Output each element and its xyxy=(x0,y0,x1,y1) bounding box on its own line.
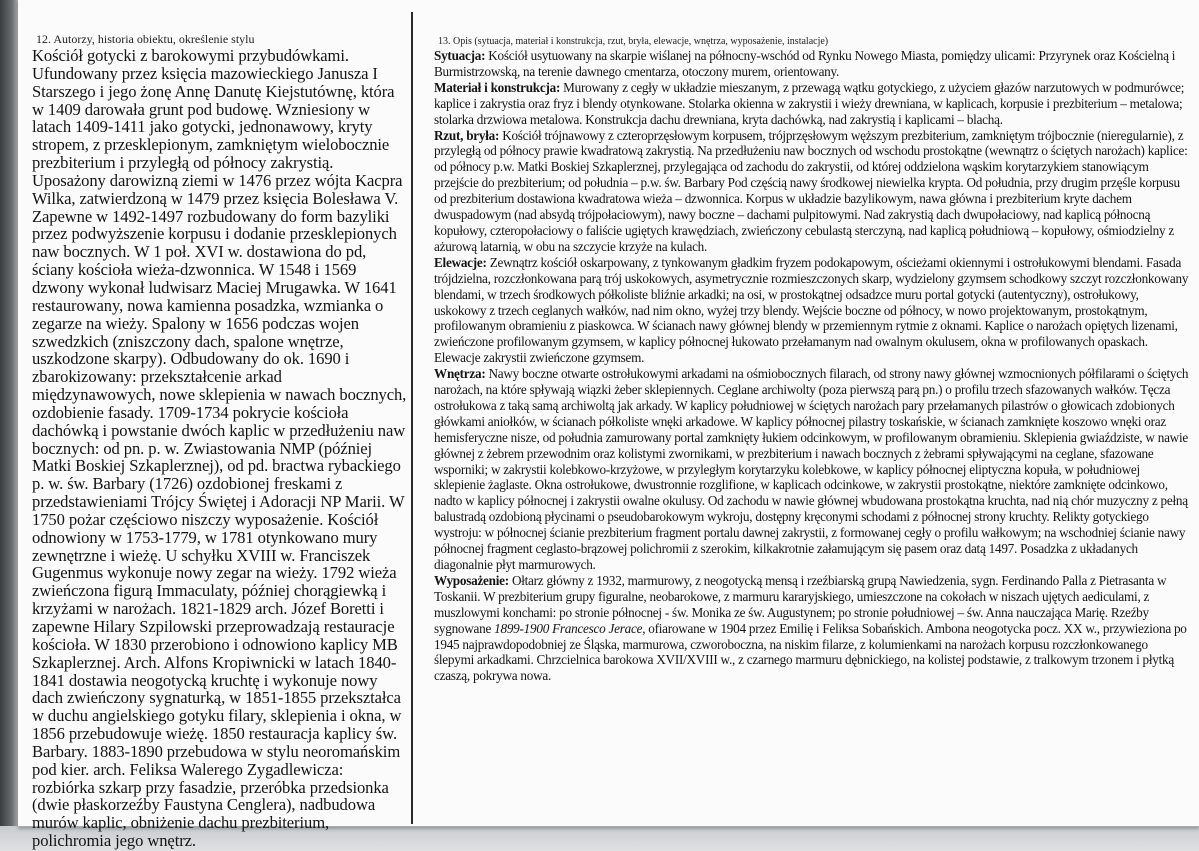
section-elevations xyxy=(434,255,1190,366)
section-material-construction xyxy=(434,80,1190,128)
signature-text: 1899-1900 Francesco Jerace xyxy=(494,620,643,636)
description-heading: 13. Opis (sytuacja, materiał i konstrukcja, rzut, bryła, elewacje, wnętrza, wyposażenie, instalacje) xyxy=(438,36,829,47)
section-interiors xyxy=(434,366,1190,573)
section-text: Murowany z cegły w układzie mieszanym, z przewagą wątku gotyckiego, z użyciem głazów narzutowych w podmurówce; kaplice i zakrystia oraz fryz i blendy otynkowane. Stolarka okienna w zakrystii i wieży drewniana, w kaplicach, korpusie i prezbiterium – metalowa; stolarka drzwiowa metalowa. Konstrukcja dachu drewniana, kryta dachówką, nad zakrystią i kaplicami – blachą. xyxy=(434,79,1185,127)
section-label: Rzut, bryła: xyxy=(434,127,500,143)
section-text: Kościół trójnawowy z czteroprzęsłowym korpusem, trójprzęsłowym węższym prezbiterium, zamkniętym trójbocznie (nieregularnie), z przyległą od północy prawie kwadratową zakrystią. Na przedłużeniu naw bocznych od wschodu prostokątne (wewnątrz o ściętych narożach) kaplice: od północy p.w. Matki Boskiej Szkaplerznej, przylegająca od zachodu do zakrystii, od której oddzielona wąskim korytarzykiem stanowiącym przejście do prezbiterium; od południa – p.w. św. Barbary Pod częścią nawy środkowej niewielka krypta. Od południa, przy drugim przęśle korpusu od prezbiterium dostawiona kwadratowa wieża – dzwonnica. Korpus w układzie bazylikowym, nawa główna i prezbiterium kryte dachem dwuspadowym (nad absydą trójpołaciowym), nawy boczne – dachami pulpitowymi. Nad zakrystią dach dwupołaciowy, nad kaplicą północną kopułowy, czteropołaciowy o faliście ugiętych krawędziach, zwieńczony cebulastą sterczyną, nad kaplicą południową – kopułowy, ośmiodzielny z ażurową latarnią, w obu na szczycie krzyże na kulach. xyxy=(434,127,1188,254)
section-label: Elewacje: xyxy=(434,254,487,270)
section-text: Zewnątrz kościół oskarpowany, z tynkowanym gładkim fryzem podokapowym, ościeżami okiennymi i ostrołukowymi blendami. Fasada trójdzielna, rozczłonkowana parą trój uskokowych, asymetrycznie rozmieszczonych skarp, wydzielony gzymsem schodkowy szczyt rozczłonkowany blendami, w trzech środkowych półkoliste bliźnie arkadki; na osi, w prostokątnej odsadzce muru portal gotycki (autentyczny), ostrołukowy, uskokowy z trzech ceglanych wałków, nad nim okno, wyżej trzy blendy. Wejście boczne od północy, w nowo projektowanym, prostokątnym, profilowanym obramieniu z piaskowca. W ścianach nawy głównej blendy w przemiennym rytmie z oknami. Kaplice o narożach opiętych lizenami, zwieńczone profilowanym gzymsem, w kaplicy północnej łukowato przełamanym nad owalnym okulusem, okna w profilowanych opaskach. Elewacje zakrystii zwieńczone gzymsem. xyxy=(434,254,1189,366)
section-text: Nawy boczne otwarte ostrołukowymi arkadami na ośmiobocznych filarach, od strony nawy głównej wzmocnionych półfilarami o ściętych narożach, na które spływają wiązki żeber sklepiennych. Ceglane archiwolty (poza pierwszą parą pn.) o profilu trzech sfazowanych wałków. Tęcza ostrołukowa z taką samą archiwoltą jak arkady. W kaplicy południowej w ściętych narożach pary przełamanych pilastrów o głowicach zdobionych główkami aniołków, w ścianach półkoliste wnęki arkadowe. W kaplicy północnej pilastry toskańskie, w ścianach zamknięte koszowo wnęki oraz hemisferyczne nisze, od południa zamurowany portal zamknięty łukiem odcinkowym, w profilowanym obramieniu. Sklepienia gwiaździste, w nawie głównej z żebrem przewodnim oraz kolistymi zwornikami, w prezbiterium i nawach bocznych z żebrami spływającymi na ceglane, sfazowane wsporniki; w zakrystii kolebkowo-krzyżowe, w przyległym korytarzyku kolebkowe, w kaplicy północnej eliptyczna kopuła, w południowej sklepienie żaglaste. Okna ostrołukowe, dwustronnie rozglifione, w kaplicach odcinkowe, w zakrystii prostokątne, niektóre zamknięte odcinkowo, nadto w kaplicy północnej i zakrystii owalne okulusy. Od zachodu w nawie głównej wbudowana prostokątna kruchta, nad nią chór muzyczny z pełną balustradą ozdobioną płycinami o pseudobarokowym wykroju, dostępny kręconymi schodami z północnej strony kruchty. Relikty gotyckiego wystroju: w północnej ścianie prezbiterium fragment portalu dawnej zakrystii, z formowanej cegły o profilu wałkowym; na wschodniej ścianie nawy północnej fragment ceglasto-brązowej polichromii z szerokim, kilkakrotnie załamującym się pasem oraz datą 1497. Posadzka z układanych diagonalnie płyt marmurowych. xyxy=(434,366,1189,572)
section-text: Kościół usytuowany na skarpie wiślanej na północny-wschód od Rynku Nowego Miasta, pomiędzy ulicami: Przyrynek oraz Kościelną i Burmistrzowską, na terenie dawnego cmentarza, otoczony murem, orientowany. xyxy=(434,48,1176,79)
section-label: Wnętrza: xyxy=(434,366,486,382)
column-divider xyxy=(411,12,413,824)
section-label: Sytuacja: xyxy=(434,48,486,63)
scan-edge-left xyxy=(0,0,20,851)
section-furnishings xyxy=(434,573,1190,684)
section-label: Wyposażenie: xyxy=(434,572,509,588)
section-text: Ołtarz główny z 1932, marmurowy, z neogotycką mensą i rzeźbiarską grupą Nawiedzenia, sygn. Ferdinando Palla z Pietrasanta w Toskanii. W prezbiterium grupy figuralne, neobarokowe, z marmuru kararyjskiego, umieszczone na cokołach w niszach ujętych aediculami, z muszlowymi konchami: po stronie północnej - św. Monika ze św. Augustynem; po stronie południowej – św. Anna nauczająca Marię. Rzeźby sygnowane xyxy=(434,572,1167,636)
section-text-continued: , ofiarowane w 1904 przez Emilię i Feliksa Sobańskich. Ambona neogotycka pocz. XX w., przywieziona po 1945 najprawdopodobniej ze Śląska, marmurowa, czworoboczna, na niskim filarze, z kolumienkami na narożach korpusu rozczłonkowanego ślepymi arkadkami. Chrzcielnica barokowa XVII/XVIII w., z czarnego marmuru dębnickiego, na kolistej podstawie, z tralkowym trzonem i płytką czaszą, pokrywa nowa. xyxy=(434,620,1187,684)
section-plan-massing xyxy=(434,128,1190,255)
section-situation xyxy=(434,48,1190,80)
history-body: Kościół gotycki z barokowymi przybudówkami. Ufundowany przez księcia mazowieckiego Janusza I Starszego i jego żonę Annę Danutę Kiejstutównę, która w 1409 darowała grunt pod budowę. Wzniesiony w latach 1409-1411 jako gotycki, jednonawowy, kryty stropem, z przesklepionym, zamkniętym wielobocznie prezbiterium i przyległą od północy zakrystią. Uposażony darowizną ziemi w 1476 przez wójta Kacpra Wilka, zatwierdzoną w 1479 przez księcia Bolesława V. Zapewne w 1492-1497 rozbudowany do form bazyliki przez podwyższenie korpusu i dodanie przesklepionych naw bocznych. W 1 poł. XVI w. dostawiona do pd, ściany kościoła wieża-dzwonnica. W 1548 i 1569 dzwony wykonał ludwisarz Maciej Mrugawka. W 1641 restaurowany, nowa kamienna posadzka, wzmianka o zegarze na wieży. Spalony w 1656 podczas wojen szwedzkich (zniszczony dach, spalone wnętrze, uszkodzone skarpy). Odbudowany do ok. 1690 i zbarokizowany: przekształcenie arkad międzynawowych, nowe sklepienia w nawach bocznych, ozdobienie fasady. 1709-1734 pokrycie kościoła dachówką i powstanie dwóch kaplic w przedłużeniu naw bocznych: od pn. p. w. Zwiastowania NMP (później Matki Boskiej Szkaplerznej), od pd. bractwa rybackiego p. w. św. Barbary (1726) ozdobionej freskami z przedstawieniami Trójcy Świętej i Adoracji NP Marii. W 1750 pożar częściowo niszczy wyposażenie. Kościół odnowiony w 1753-1779, w 1781 otynkowano mury zewnętrzne i wieżę. U schyłku XVIII w. Franciszek Gugenmus wykonuje nowy zegar na wieży. 1792 wieża zwieńczona figurą Immaculaty, później chorągiewką i krzyżami w narożach. 1821-1829 arch. Józef Boretti i zapewne Hilary Szpilowski przeprowadzają restauracje kościoła. W 1830 przerobiono i odnowiono kaplicy MB Szkaplerznej. Arch. Alfons Kropiwnicki w latach 1840-1841 dostawia neogotycką kruchtę i wykonuje nowy dach zwieńczony sygnaturką, w 1851-1855 przekształca w duchu angielskiego gotyku filary, sklepienia i okna, w 1856 przebudowuje wieżę. 1850 restauracja kaplicy św. Barbary. 1883-1890 przebudowa w stylu neoromańskim pod kier. arch. Feliksa Walerego Zygadlewicza: rozbiórka szkarp przy fasadzie, przeróbka przedsionka (dwie płaskorzeźby Faustyna Cenglera), nadbudowa murów kaplic, obniżenie dachu prezbiterium, polichromia jego wnętrz. xyxy=(32,46,407,851)
section-label: Materiał i konstrukcja: xyxy=(434,79,561,95)
history-heading: 12. Autorzy, historia obiektu, określenie stylu xyxy=(36,32,255,46)
history-column xyxy=(32,32,408,850)
description-column xyxy=(434,36,1190,684)
